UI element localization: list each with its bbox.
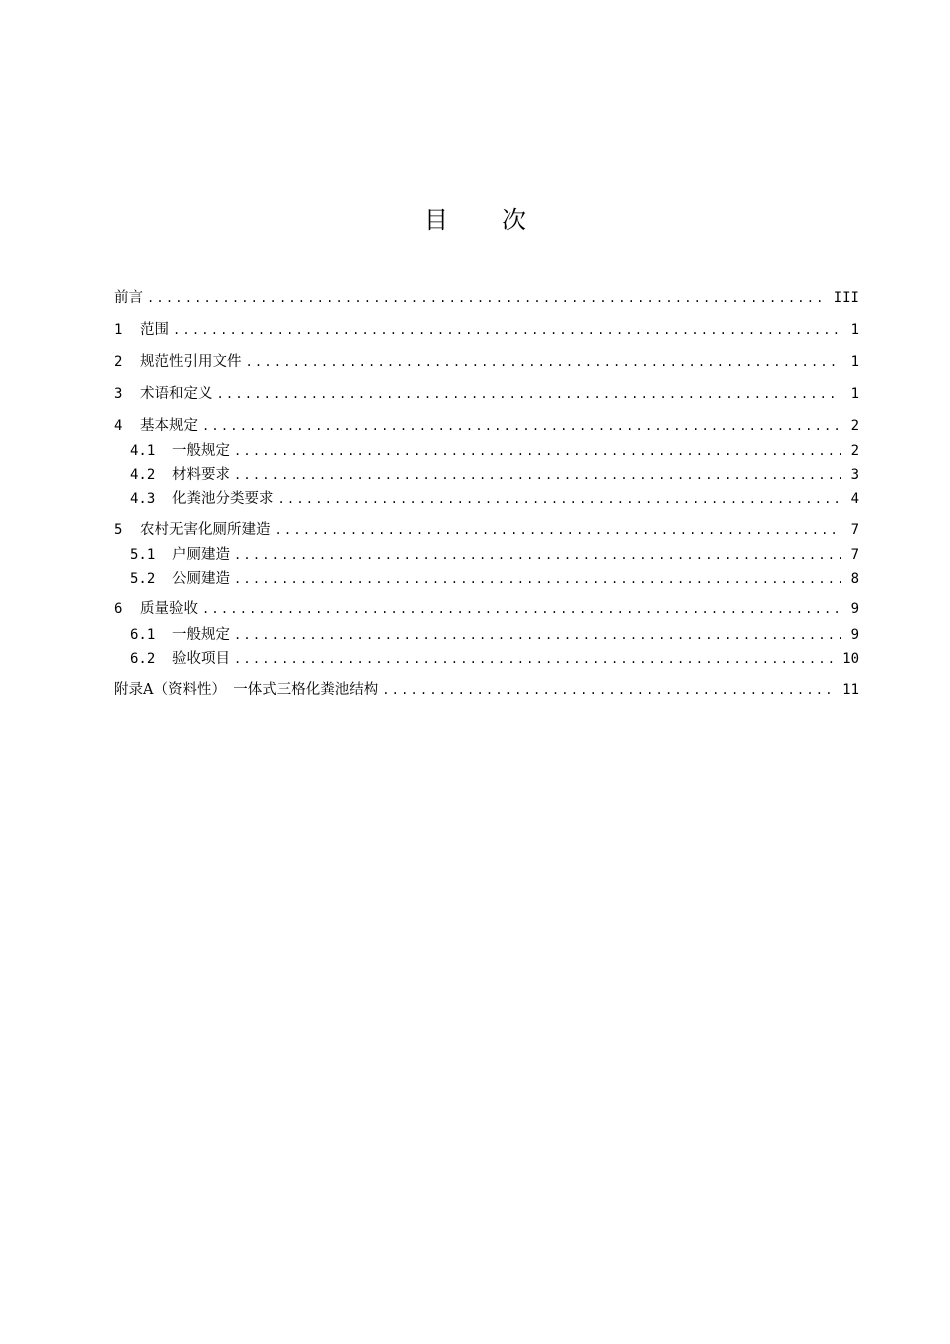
toc-entry-label: 材料要求 bbox=[172, 467, 230, 483]
toc-entry-number: 4 bbox=[114, 418, 123, 434]
toc-entry-6-1[interactable] bbox=[114, 623, 859, 647]
toc-leader-dots bbox=[234, 567, 841, 591]
toc-entry-page: 9 bbox=[850, 601, 859, 617]
toc-leader-dots bbox=[234, 623, 841, 647]
toc-entry-6[interactable] bbox=[114, 597, 859, 621]
toc-entry-page: 8 bbox=[850, 571, 859, 587]
toc-entry-page: 4 bbox=[850, 491, 859, 507]
toc-entry-page: 1 bbox=[850, 322, 859, 338]
toc-entry-page: 3 bbox=[850, 467, 859, 483]
toc-entry-2[interactable] bbox=[114, 350, 859, 374]
toc-entry-4-2[interactable] bbox=[114, 463, 859, 487]
toc-entry-number: 1 bbox=[114, 322, 123, 338]
toc-leader-dots bbox=[202, 414, 841, 438]
toc-entry-4[interactable] bbox=[114, 414, 859, 438]
toc-entry-1[interactable] bbox=[114, 318, 859, 342]
toc-entry-label: 质量验收 bbox=[140, 601, 198, 617]
toc-entry-number: 6 bbox=[114, 601, 123, 617]
toc-entry-label: 附录A（资料性） 一体式三格化粪池结构 bbox=[114, 682, 379, 698]
toc-entry-label: 范围 bbox=[140, 322, 169, 338]
toc-entry-appendix-a[interactable] bbox=[114, 678, 859, 702]
toc-entry-number: 5.2 bbox=[130, 571, 156, 587]
toc-leader-dots bbox=[234, 543, 841, 567]
toc-entry-label: 验收项目 bbox=[172, 651, 230, 667]
toc-entry-4-3[interactable] bbox=[114, 487, 859, 511]
toc-entry-number: 2 bbox=[114, 354, 123, 370]
toc-leader-dots bbox=[234, 439, 841, 463]
toc-entry-4-1[interactable] bbox=[114, 439, 859, 463]
toc-entry-label: 基本规定 bbox=[140, 418, 198, 434]
title-char-2: 次 bbox=[502, 206, 526, 234]
toc-entry-label: 前言 bbox=[114, 290, 143, 306]
toc-entry-page: 2 bbox=[850, 418, 859, 434]
toc-leader-dots bbox=[246, 350, 842, 374]
toc-entry-label: 化粪池分类要求 bbox=[172, 491, 274, 507]
toc-entry-3[interactable] bbox=[114, 382, 859, 406]
toc-entry-number: 4.3 bbox=[130, 491, 156, 507]
toc-entry-number: 6.1 bbox=[130, 627, 156, 643]
toc-entry-number: 4.2 bbox=[130, 467, 156, 483]
toc-leader-dots bbox=[173, 318, 841, 342]
toc-entry-number: 6.2 bbox=[130, 651, 156, 667]
toc-leader-dots bbox=[278, 487, 842, 511]
toc-leader-dots bbox=[147, 286, 828, 310]
toc-leader-dots bbox=[234, 463, 841, 487]
page-title bbox=[0, 200, 950, 235]
toc-entry-page: 7 bbox=[850, 547, 859, 563]
toc-entry-label: 一般规定 bbox=[172, 443, 230, 459]
toc-entry-label: 农村无害化厕所建造 bbox=[140, 522, 271, 538]
toc-entry-number: 4.1 bbox=[130, 443, 156, 459]
toc-entry-label: 公厕建造 bbox=[172, 571, 230, 587]
toc-entry-label: 一般规定 bbox=[172, 627, 230, 643]
toc-entry-page: 1 bbox=[850, 386, 859, 402]
toc-entry-page: 11 bbox=[842, 682, 859, 698]
toc-entry-number: 5.1 bbox=[130, 547, 156, 563]
toc-entry-page: III bbox=[833, 290, 859, 306]
toc-entry-foreword[interactable] bbox=[114, 286, 859, 310]
toc-leader-dots bbox=[217, 382, 842, 406]
toc-entry-5-1[interactable] bbox=[114, 543, 859, 567]
toc-entry-5-2[interactable] bbox=[114, 567, 859, 591]
toc-leader-dots bbox=[275, 518, 842, 542]
toc-leader-dots bbox=[202, 597, 841, 621]
toc-entry-number: 3 bbox=[114, 386, 123, 402]
toc-entry-label: 规范性引用文件 bbox=[140, 354, 242, 370]
toc-entry-5[interactable] bbox=[114, 518, 859, 542]
toc-entry-page: 9 bbox=[850, 627, 859, 643]
toc-entry-number: 5 bbox=[114, 522, 123, 538]
toc-entry-page: 2 bbox=[850, 443, 859, 459]
toc-leader-dots bbox=[382, 678, 836, 702]
toc-entry-page: 7 bbox=[850, 522, 859, 538]
toc-entry-page: 1 bbox=[850, 354, 859, 370]
title-char-1: 目 bbox=[424, 206, 448, 234]
toc-entry-label: 户厕建造 bbox=[172, 547, 230, 563]
toc-leader-dots bbox=[234, 647, 836, 671]
toc-entry-page: 10 bbox=[842, 651, 859, 667]
toc-entry-label: 术语和定义 bbox=[140, 386, 213, 402]
toc-entry-6-2[interactable] bbox=[114, 647, 859, 671]
